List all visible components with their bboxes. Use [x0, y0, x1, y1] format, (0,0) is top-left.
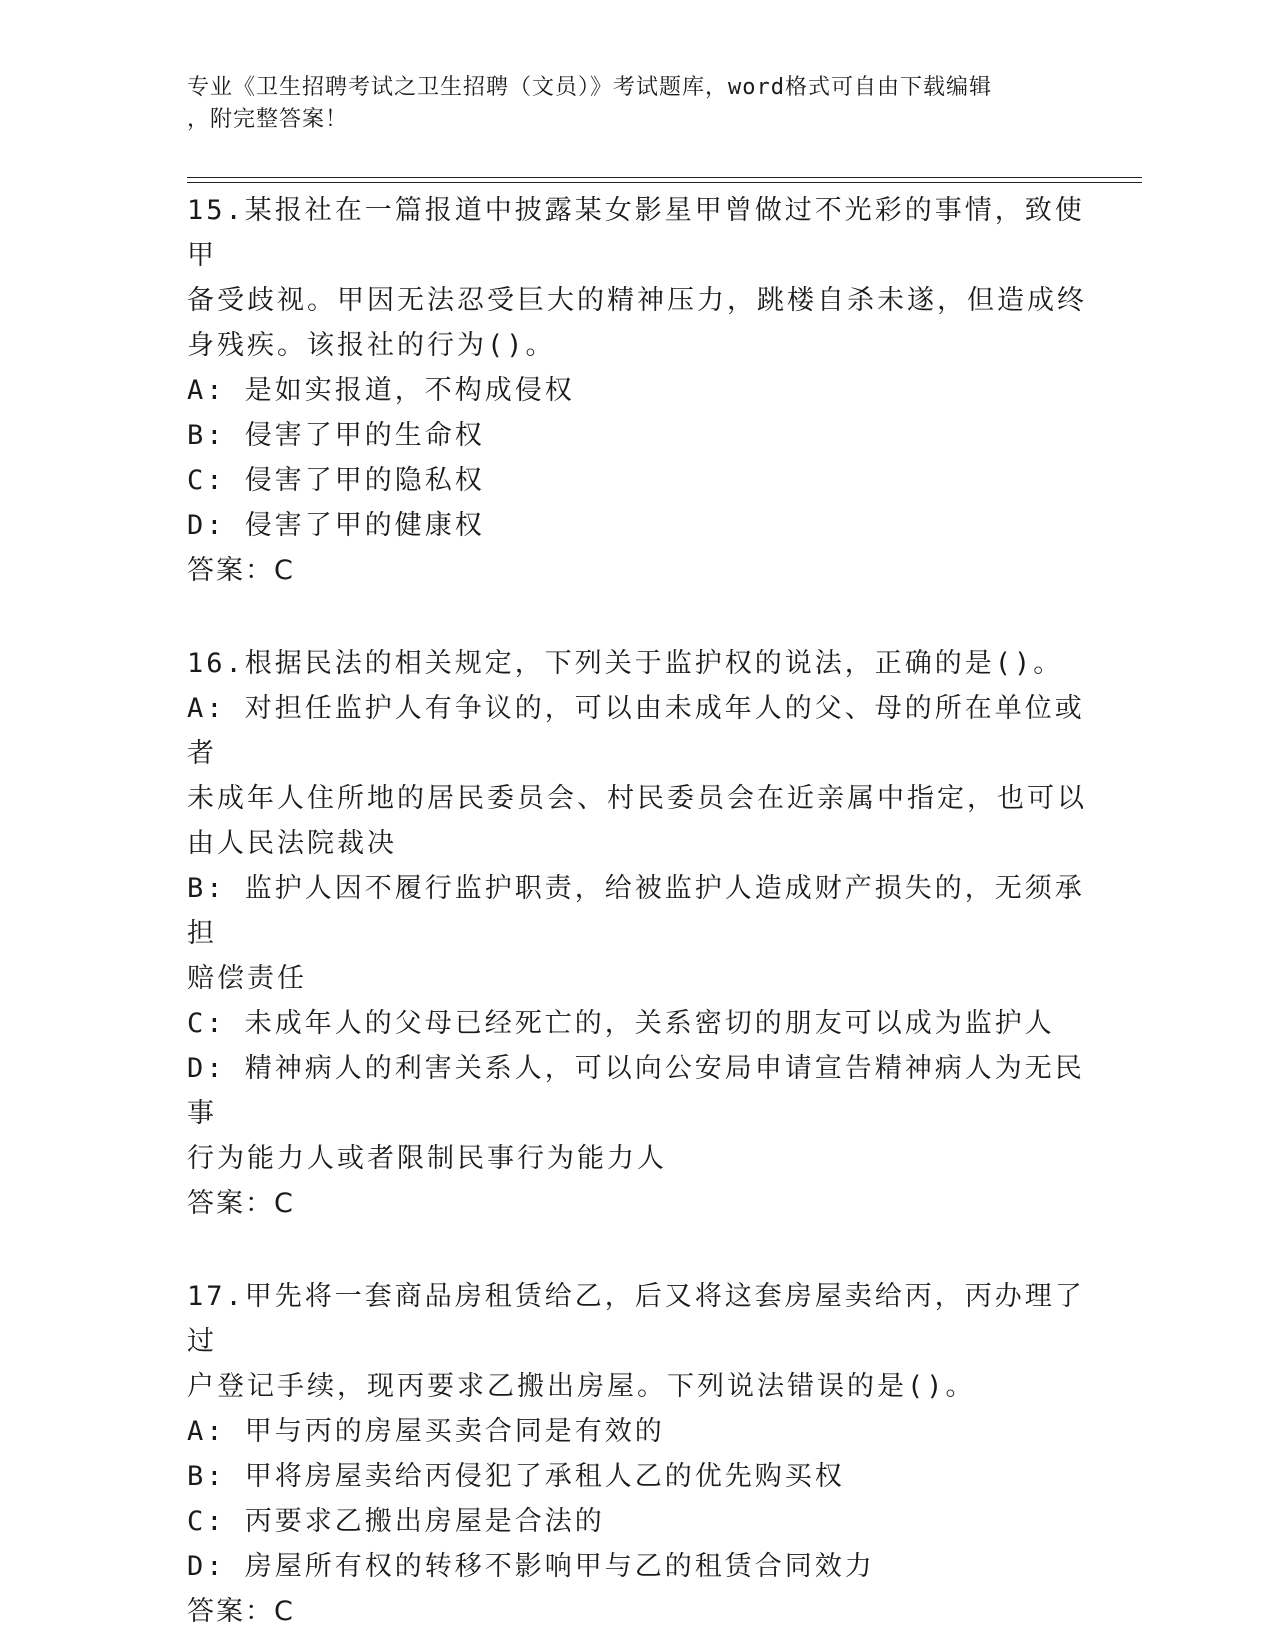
- option-a: A: 对担任监护人有争议的，可以由未成年人的父、母的所在单位或者: [187, 693, 1085, 769]
- option-d: D: 侵害了甲的健康权: [187, 510, 485, 541]
- answer-label: 答案：C: [187, 1596, 295, 1627]
- header-divider-bottom: [187, 182, 1142, 183]
- option-a: A: 甲与丙的房屋买卖合同是有效的: [187, 1416, 665, 1447]
- question-stem-line: 备受歧视。甲因无法忍受巨大的精神压力，跳楼自杀未遂，但造成终: [187, 285, 1087, 316]
- answer-label: 答案：C: [187, 555, 295, 586]
- question-list: [187, 188, 1087, 1634]
- question-stem-line: 15.某报社在一篇报道中披露某女影星甲曾做过不光彩的事情，致使甲: [187, 195, 1085, 271]
- question-spacer: [187, 593, 1087, 641]
- question-stem-line: 户登记手续，现丙要求乙搬出房屋。下列说法错误的是()。: [187, 1371, 976, 1402]
- question-stem-line: 17.甲先将一套商品房租赁给乙，后又将这套房屋卖给丙，丙办理了过: [187, 1281, 1085, 1357]
- answer-label: 答案：C: [187, 1188, 295, 1219]
- option-b: B: 侵害了甲的生命权: [187, 420, 485, 451]
- option-b: B: 监护人因不履行监护职责，给被监护人造成财产损失的，无须承担: [187, 873, 1085, 949]
- option-c: C: 侵害了甲的隐私权: [187, 465, 485, 496]
- header-divider-top: [187, 177, 1142, 178]
- header-line-1: 专业《卫生招聘考试之卫生招聘（文员）》考试题库，word格式可自由下载编辑: [187, 75, 992, 100]
- option-b: B: 甲将房屋卖给丙侵犯了承租人乙的优先购买权: [187, 1461, 845, 1492]
- option-a: A: 是如实报道，不构成侵权: [187, 375, 575, 406]
- option-d: D: 房屋所有权的转移不影响甲与乙的租赁合同效力: [187, 1551, 875, 1582]
- option-d-continued: 行为能力人或者限制民事行为能力人: [187, 1143, 667, 1174]
- document-header: [187, 72, 1067, 136]
- option-c: C: 未成年人的父母已经死亡的，关系密切的朋友可以成为监护人: [187, 1008, 1055, 1039]
- question-stem-line: 身残疾。该报社的行为()。: [187, 330, 556, 361]
- option-d: D: 精神病人的利害关系人，可以向公安局申请宣告精神病人为无民事: [187, 1053, 1085, 1129]
- question-15: [187, 188, 1087, 593]
- question-17: [187, 1274, 1087, 1634]
- option-a-continued: 由人民法院裁决: [187, 828, 397, 859]
- option-b-continued: 赔偿责任: [187, 963, 307, 994]
- option-a-continued: 未成年人住所地的居民委员会、村民委员会在近亲属中指定，也可以: [187, 783, 1087, 814]
- question-stem-line: 16.根据民法的相关规定，下列关于监护权的说法，正确的是()。: [187, 648, 1064, 679]
- option-c: C: 丙要求乙搬出房屋是合法的: [187, 1506, 605, 1537]
- question-16: [187, 641, 1087, 1226]
- header-line-2: ，附完整答案！: [187, 107, 349, 132]
- question-spacer: [187, 1226, 1087, 1274]
